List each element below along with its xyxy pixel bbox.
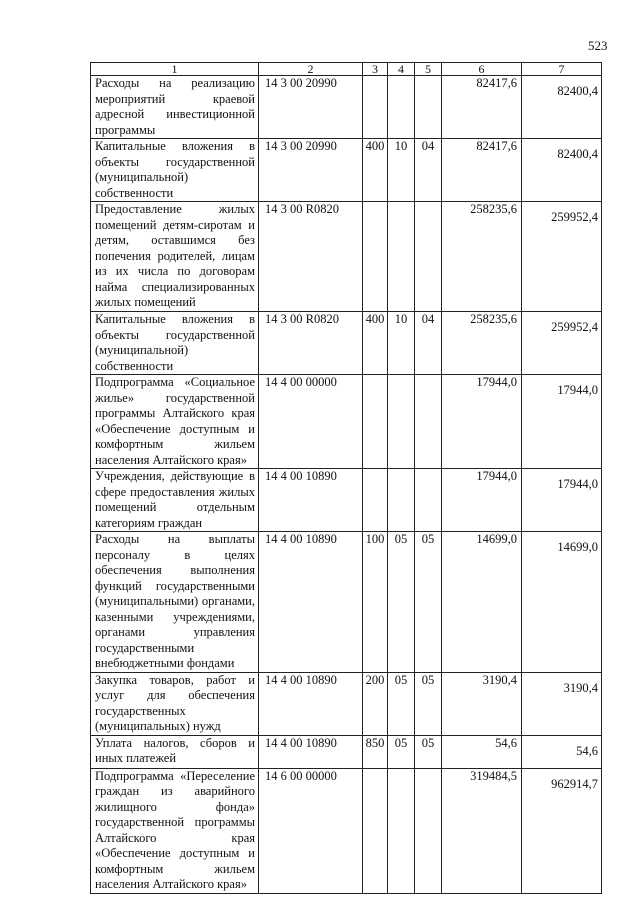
- row-value-6: 258235,6: [442, 312, 522, 375]
- row-col4: [388, 768, 415, 893]
- table-row: [91, 469, 602, 532]
- header-cell: 4: [388, 63, 415, 76]
- row-value-6: 258235,6: [442, 202, 522, 312]
- row-col4: 10: [388, 312, 415, 375]
- row-code: 14 6 00 00000: [259, 768, 363, 893]
- row-name: Предоставление жилых помещений детям-сиротам и детям, оставшимся без попечения родителей, лицам из их числа по договорам найма специализированных жилых помещений: [91, 202, 259, 312]
- row-col4: 05: [388, 672, 415, 735]
- table-row: [91, 735, 602, 768]
- row-value-7: 14699,0: [522, 532, 602, 673]
- row-code: 14 4 00 10890: [259, 532, 363, 673]
- row-name: Капитальные вложения в объекты государственной (муниципальной) собственности: [91, 312, 259, 375]
- row-col3: [363, 76, 388, 139]
- row-value-7: 3190,4: [522, 672, 602, 735]
- header-cell: 6: [442, 63, 522, 76]
- row-value-6: 14699,0: [442, 532, 522, 673]
- row-value-7: 962914,7: [522, 768, 602, 893]
- row-value-7: 17944,0: [522, 375, 602, 469]
- row-col3: 200: [363, 672, 388, 735]
- row-value-6: 17944,0: [442, 375, 522, 469]
- row-col5: 05: [415, 532, 442, 673]
- table-row: [91, 672, 602, 735]
- row-code: 14 4 00 10890: [259, 672, 363, 735]
- row-value-6: 82417,6: [442, 76, 522, 139]
- row-col3: 850: [363, 735, 388, 768]
- row-name: Капитальные вложения в объекты государственной (муниципальной) собственности: [91, 139, 259, 202]
- row-code: 14 3 00 R0820: [259, 202, 363, 312]
- table-row: [91, 532, 602, 673]
- row-col4: [388, 375, 415, 469]
- table-header-row: [91, 63, 602, 76]
- row-name: Подпрограмма «Социальное жилье» государственной программы Алтайского края «Обеспечение доступным и комфортным жильем населения Алтайского края»: [91, 375, 259, 469]
- row-value-6: 3190,4: [442, 672, 522, 735]
- row-col5: 04: [415, 139, 442, 202]
- row-name: Расходы на выплаты персоналу в целях обеспечения выполнения функций государственными (муниципальными) органами, казенными учреждениями, органами управления государственными внебюджетными фондами: [91, 532, 259, 673]
- row-name: Расходы на реализацию мероприятий краевой адресной инвестиционной программы: [91, 76, 259, 139]
- header-cell: 3: [363, 63, 388, 76]
- table-row: [91, 76, 602, 139]
- row-name: Учреждения, действующие в сфере предоставления жилых помещений отдельным категориям граждан: [91, 469, 259, 532]
- row-col5: [415, 469, 442, 532]
- row-col5: [415, 76, 442, 139]
- row-col3: [363, 469, 388, 532]
- row-name: Уплата налогов, сборов и иных платежей: [91, 735, 259, 768]
- row-code: 14 3 00 20990: [259, 76, 363, 139]
- row-col4: [388, 469, 415, 532]
- row-col5: [415, 202, 442, 312]
- row-col4: 10: [388, 139, 415, 202]
- row-col4: 05: [388, 735, 415, 768]
- row-col4: [388, 76, 415, 139]
- row-col5: [415, 768, 442, 893]
- row-col4: [388, 202, 415, 312]
- row-value-6: 54,6: [442, 735, 522, 768]
- table-row: [91, 375, 602, 469]
- row-value-7: 82400,4: [522, 139, 602, 202]
- row-col5: [415, 375, 442, 469]
- row-name: Подпрограмма «Переселение граждан из аварийного жилищного фонда» государственной программы Алтайского края «Обеспечение доступным и комфортным жильем населения Алтайского края»: [91, 768, 259, 893]
- row-col3: [363, 375, 388, 469]
- header-cell: 7: [522, 63, 602, 76]
- row-col5: 05: [415, 735, 442, 768]
- row-value-6: 17944,0: [442, 469, 522, 532]
- row-code: 14 4 00 10890: [259, 469, 363, 532]
- header-cell: 2: [259, 63, 363, 76]
- table-row: [91, 768, 602, 893]
- row-col3: 400: [363, 312, 388, 375]
- row-col3: [363, 202, 388, 312]
- row-code: 14 4 00 10890: [259, 735, 363, 768]
- page-number: 523: [588, 38, 608, 53]
- row-col3: 400: [363, 139, 388, 202]
- row-col5: 05: [415, 672, 442, 735]
- header-cell: 5: [415, 63, 442, 76]
- row-value-7: 54,6: [522, 735, 602, 768]
- row-value-6: 319484,5: [442, 768, 522, 893]
- row-name: Закупка товаров, работ и услуг для обеспечения государственных (муниципальных) нужд: [91, 672, 259, 735]
- row-col3: 100: [363, 532, 388, 673]
- row-col4: 05: [388, 532, 415, 673]
- table-row: [91, 139, 602, 202]
- row-code: 14 3 00 R0820: [259, 312, 363, 375]
- table-row: [91, 202, 602, 312]
- row-value-7: 259952,4: [522, 202, 602, 312]
- budget-table: [90, 62, 602, 894]
- row-col5: 04: [415, 312, 442, 375]
- row-value-7: 82400,4: [522, 76, 602, 139]
- header-cell: 1: [91, 63, 259, 76]
- row-code: 14 4 00 00000: [259, 375, 363, 469]
- row-col3: [363, 768, 388, 893]
- table-row: [91, 312, 602, 375]
- row-value-7: 17944,0: [522, 469, 602, 532]
- row-value-7: 259952,4: [522, 312, 602, 375]
- row-value-6: 82417,6: [442, 139, 522, 202]
- row-code: 14 3 00 20990: [259, 139, 363, 202]
